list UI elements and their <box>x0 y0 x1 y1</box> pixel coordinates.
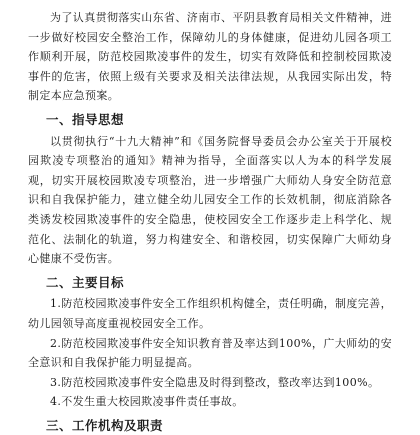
goal-item-4: 4.不发生重大校园欺凌事件责任事故。 <box>50 395 244 409</box>
section-heading-organization: 三、工作机构及职责 <box>46 417 164 433</box>
guiding-ideology-paragraph: 以贯彻执行“十九大精神”和《国务院督导委员会办公室关于开展校园欺凌专项整治的通知》精神为指导，全面落实以人为本的科学发展观，切实开展校园欺凌专项整治，进一步增强广大师幼人身安全防范意识和自我保护能力，建立健全幼儿园安全工作的长效机制，彻底消除各类诱发校园欺凌事件的安全隐患，使校园安全工作逐步走上科学化、规范化、法制化的轨道，努力构建安全、和谐校园，切实保障广大师幼身心健康不受伤害。 <box>28 134 392 266</box>
intro-paragraph: 为了认真贯彻落实山东省、济南市、平阴县教育局相关文件精神，进一步做好校园安全整治工作，保障幼儿的身体健康，促进幼儿园各项工作顺利开展，防范校园欺凌事件的发生，切实有效降低和控制校园欺凌事件的危害，依照上级有关要求及相关法律法规，从我园实际出发，特制定本应急预案。 <box>28 11 392 103</box>
goal-item-3: 3.防范校园欺凌事件安全隐患及时得到整改，整改率达到100%。 <box>50 375 380 389</box>
section-heading-guiding-ideology: 一、指导思想 <box>46 111 125 127</box>
section-heading-main-goals: 二、主要目标 <box>46 274 125 290</box>
goal-item-1: 1.防范校园欺凌事件安全工作组织机构健全，责任明确，制度完善，幼儿园领导高度重视校园安全工作。 <box>28 297 392 330</box>
goal-item-2: 2.防范校园欺凌事件安全知识教育普及率达到100%，广大师幼的安全意识和自我保护能力明显提高。 <box>28 336 392 370</box>
